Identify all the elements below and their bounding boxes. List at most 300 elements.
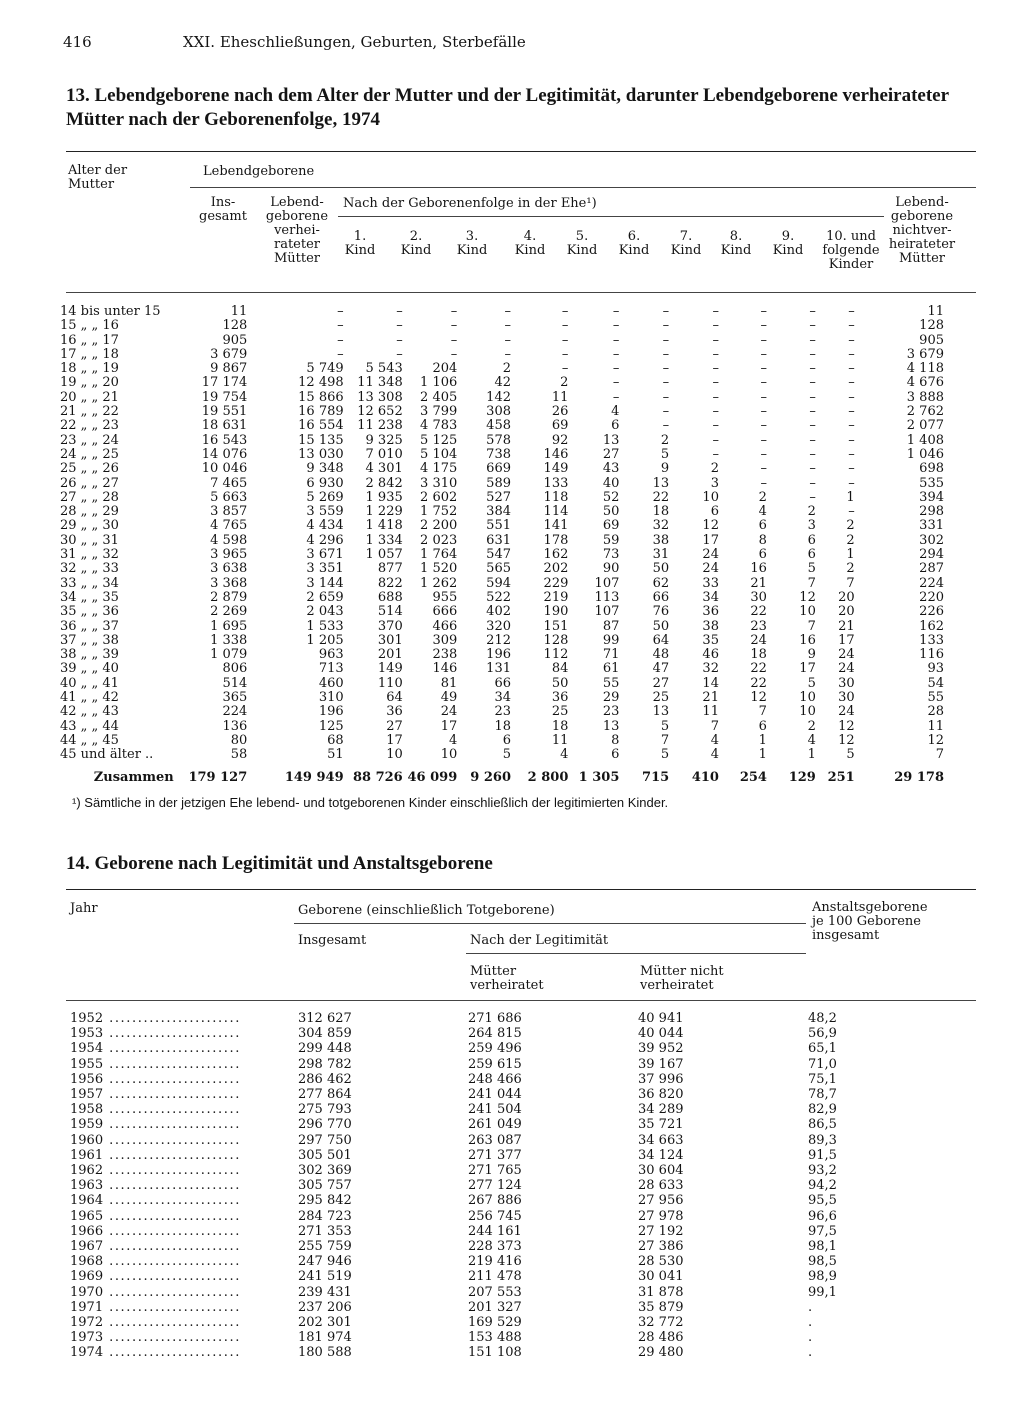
leader-dots: ....................... <box>109 1345 241 1361</box>
value-cell: 169 529 <box>468 1315 522 1331</box>
value-cell: 49 <box>440 690 458 706</box>
value-cell: 47 <box>652 661 670 677</box>
table-row <box>60 448 944 462</box>
value-cell: 28 486 <box>638 1330 684 1346</box>
value-cell: 241 044 <box>468 1087 522 1103</box>
leader-dots: ....................... <box>109 1254 241 1270</box>
value-cell: 237 206 <box>298 1299 352 1315</box>
value-cell: 631 <box>486 532 511 548</box>
value-cell: 48,2 <box>808 1011 837 1026</box>
value-cell: 3 965 <box>210 547 248 563</box>
value-cell: – <box>848 375 855 391</box>
value-cell: 23 <box>494 704 511 720</box>
year-cell <box>70 1148 298 1163</box>
value-cell: 18 631 <box>201 418 248 434</box>
value-cell: 58 <box>230 747 248 763</box>
value-cell: 1 695 <box>210 618 248 634</box>
leader-dots: ....................... <box>109 1087 241 1103</box>
value-cell: 37 996 <box>638 1071 684 1087</box>
value-cell: – <box>809 332 816 348</box>
value-cell: 18 <box>652 504 670 520</box>
value-cell: 10 <box>799 704 816 720</box>
t13-col-3: 3. Kind <box>456 229 488 258</box>
value-cell: 256 745 <box>468 1208 522 1224</box>
year-cell <box>70 1163 298 1178</box>
age-group-cell: 18 „ „ 19 <box>60 361 119 377</box>
value-cell: 21 <box>702 690 719 706</box>
sum-cell: 88 726 <box>352 769 403 785</box>
value-cell: 5 <box>846 747 855 763</box>
value-cell: 2 043 <box>306 604 344 620</box>
value-cell: 267 886 <box>468 1193 522 1209</box>
value-cell: 219 416 <box>468 1254 522 1270</box>
value-cell: 151 <box>543 618 569 634</box>
value-cell: 309 <box>432 632 458 648</box>
value-cell: 1 205 <box>306 632 344 648</box>
value-cell: 25 <box>652 690 670 706</box>
table-row <box>70 1148 860 1163</box>
leader-dots: ....................... <box>109 1299 241 1315</box>
value-cell: 365 <box>222 690 248 706</box>
value-cell: 17 <box>386 732 403 748</box>
value-cell: – <box>612 332 620 348</box>
value-cell: 10 <box>386 747 403 763</box>
value-cell: 21 <box>838 618 855 634</box>
value-cell: 34 <box>494 690 511 706</box>
table-row <box>70 1330 860 1345</box>
table-row <box>60 720 944 734</box>
value-cell: 12 498 <box>298 375 344 391</box>
value-cell: 93,2 <box>808 1163 837 1179</box>
value-cell: 34 289 <box>638 1102 684 1118</box>
value-cell: 87 <box>602 618 620 634</box>
t13-col-10: 10. und folgende Kinder <box>822 229 880 272</box>
age-group-cell: 25 „ „ 26 <box>60 461 119 477</box>
value-cell: 39 167 <box>638 1056 684 1072</box>
t13-col-5: 5. Kind <box>566 229 598 258</box>
value-cell: – <box>848 504 855 520</box>
value-cell: 1 106 <box>420 375 458 391</box>
value-cell: 30 <box>838 690 855 706</box>
value-cell: 2 <box>846 532 855 548</box>
year-label: 1973 <box>70 1330 104 1346</box>
year-label: 1974 <box>70 1345 104 1361</box>
value-cell: 7 <box>807 618 816 634</box>
age-group-cell: 37 „ „ 38 <box>60 632 119 648</box>
table14-top-rule <box>66 889 976 890</box>
value-cell: 27 <box>652 675 670 691</box>
value-cell: 1 057 <box>365 547 403 563</box>
value-cell: 299 448 <box>298 1041 352 1057</box>
value-cell: 131 <box>486 661 511 677</box>
value-cell: 284 723 <box>298 1208 352 1224</box>
value-cell: 1 533 <box>306 618 344 634</box>
value-cell: 133 <box>919 632 944 648</box>
value-cell: 1 <box>758 732 767 748</box>
value-cell: 93 <box>927 661 944 677</box>
table-row <box>70 1011 860 1026</box>
value-cell: – <box>561 332 569 348</box>
value-cell: – <box>450 304 458 319</box>
sum-cell: 9 260 <box>470 769 511 785</box>
value-cell: – <box>396 318 403 334</box>
value-cell: 402 <box>486 604 511 620</box>
value-cell: 297 750 <box>298 1132 352 1148</box>
value-cell: 18 <box>750 647 767 663</box>
value-cell: 34 <box>702 589 719 605</box>
t13-col-4: 4. Kind <box>514 229 546 258</box>
value-cell: 271 765 <box>468 1163 522 1179</box>
value-cell: 30 604 <box>638 1163 684 1179</box>
value-cell: 220 <box>919 589 944 605</box>
value-cell: 2 659 <box>306 589 344 605</box>
value-cell: 3 310 <box>420 475 458 491</box>
value-cell: 15 135 <box>298 432 344 448</box>
table-row <box>60 477 944 491</box>
leader-dots: ....................... <box>109 1163 241 1179</box>
value-cell: 1 046 <box>906 446 944 462</box>
value-cell: – <box>450 346 458 362</box>
value-cell: 1 408 <box>906 432 944 448</box>
year-label: 1961 <box>70 1147 104 1163</box>
age-group-cell: 44 „ „ 45 <box>60 732 119 748</box>
table-row <box>60 362 944 376</box>
value-cell: 4 783 <box>420 418 458 434</box>
value-cell: 38 <box>652 532 670 548</box>
value-cell: 9 <box>807 647 816 663</box>
value-cell: 905 <box>222 332 248 348</box>
value-cell: 55 <box>927 690 944 706</box>
age-group-cell: 22 „ „ 23 <box>60 418 119 434</box>
age-group-cell: 32 „ „ 33 <box>60 561 119 577</box>
value-cell: – <box>337 332 344 348</box>
value-cell: 271 377 <box>468 1147 522 1163</box>
page-number: 416 <box>63 33 92 51</box>
value-cell: 370 <box>377 618 403 634</box>
value-cell: – <box>712 375 719 391</box>
value-cell: 2 269 <box>210 604 248 620</box>
value-cell: 4 175 <box>420 461 458 477</box>
value-cell: – <box>396 332 403 348</box>
value-cell: 287 <box>919 561 944 577</box>
value-cell: 1 764 <box>420 547 458 563</box>
value-cell: 40 941 <box>638 1011 684 1026</box>
t14-head-bottom-rule <box>66 1000 976 1001</box>
value-cell: 277 124 <box>468 1178 522 1194</box>
value-cell: 17 174 <box>201 375 248 391</box>
value-cell: 211 478 <box>468 1269 522 1285</box>
value-cell: 384 <box>486 504 511 520</box>
value-cell: 304 859 <box>298 1026 352 1042</box>
value-cell: 180 588 <box>298 1345 352 1361</box>
leader-dots: ....................... <box>109 1132 241 1148</box>
table-row <box>60 691 944 705</box>
value-cell: 6 <box>611 747 620 763</box>
t13-col-1: 1. Kind <box>344 229 376 258</box>
year-cell <box>70 1209 298 1224</box>
value-cell: 1 <box>758 747 767 763</box>
table-row <box>60 605 944 619</box>
value-cell: – <box>848 389 855 405</box>
table-row <box>60 648 944 662</box>
value-cell: 2 077 <box>906 418 944 434</box>
value-cell: – <box>760 461 767 477</box>
value-cell: 7 <box>758 704 767 720</box>
value-cell: 4 301 <box>365 461 403 477</box>
value-cell: 259 496 <box>468 1041 522 1057</box>
value-cell: 146 <box>432 661 458 677</box>
age-group-cell: 45 und älter .. <box>60 747 154 763</box>
value-cell: – <box>809 346 816 362</box>
value-cell: 107 <box>594 575 620 591</box>
value-cell: 113 <box>594 589 620 605</box>
value-cell: 162 <box>543 547 569 563</box>
value-cell: – <box>561 304 569 319</box>
value-cell: 16 554 <box>298 418 344 434</box>
value-cell: 394 <box>919 489 944 505</box>
value-cell: 17 <box>799 661 816 677</box>
value-cell: 7 <box>710 718 719 734</box>
year-label: 1972 <box>70 1315 104 1331</box>
year-label: 1971 <box>70 1299 104 1315</box>
value-cell: 296 770 <box>298 1117 352 1133</box>
value-cell: 69 <box>602 518 620 534</box>
value-cell: 4 <box>758 504 767 520</box>
value-cell: 738 <box>486 446 511 462</box>
value-cell: 1 <box>846 489 855 505</box>
leader-dots: ....................... <box>109 1117 241 1133</box>
value-cell: 6 <box>611 418 620 434</box>
value-cell: 5 269 <box>306 489 344 505</box>
value-cell: 4 118 <box>906 361 944 377</box>
value-cell: 3 679 <box>210 346 248 362</box>
value-cell: 7 <box>660 732 670 748</box>
year-cell <box>70 1102 298 1117</box>
value-cell: 3 351 <box>306 561 344 577</box>
leader-dots: ....................... <box>109 1330 241 1346</box>
value-cell: 301 <box>377 632 403 648</box>
year-label: 1966 <box>70 1223 104 1239</box>
value-cell: – <box>662 418 670 434</box>
value-cell: – <box>712 361 719 377</box>
t13-col-2: 2. Kind <box>400 229 432 258</box>
value-cell: 3 888 <box>906 389 944 405</box>
value-cell: – <box>504 318 511 334</box>
leader-dots: ....................... <box>109 1071 241 1087</box>
value-cell: 2 <box>710 461 719 477</box>
value-cell: 96,6 <box>808 1208 837 1224</box>
value-cell: 565 <box>486 561 511 577</box>
table-row <box>70 1269 860 1284</box>
value-cell: – <box>760 375 767 391</box>
age-group-cell: 27 „ „ 28 <box>60 489 119 505</box>
table-row <box>70 1345 860 1360</box>
value-cell: 2 023 <box>420 532 458 548</box>
value-cell: 261 049 <box>468 1117 522 1133</box>
value-cell: 65,1 <box>808 1041 837 1057</box>
value-cell: 310 <box>318 690 344 706</box>
value-cell: 28 530 <box>638 1254 684 1270</box>
value-cell: – <box>612 361 620 377</box>
value-cell: 4 434 <box>306 518 344 534</box>
value-cell: 3 <box>807 518 816 534</box>
value-cell: 219 <box>543 589 569 605</box>
value-cell: – <box>504 346 511 362</box>
value-cell: . <box>808 1345 813 1361</box>
value-cell: 35 <box>702 632 719 648</box>
value-cell: 239 431 <box>298 1284 352 1300</box>
sum-cell: 1 305 <box>578 769 620 785</box>
table-row <box>60 534 944 548</box>
value-cell: 212 <box>486 632 511 648</box>
age-group-cell: 19 „ „ 20 <box>60 375 119 391</box>
value-cell: – <box>337 346 344 362</box>
value-cell: – <box>504 332 511 348</box>
year-cell <box>70 1117 298 1132</box>
value-cell: 39 952 <box>638 1041 684 1057</box>
value-cell: 56,9 <box>808 1026 837 1042</box>
value-cell: – <box>612 304 620 319</box>
table-row <box>60 434 944 448</box>
table-row <box>60 519 944 533</box>
value-cell: 302 <box>919 532 944 548</box>
value-cell: 204 <box>432 361 458 377</box>
year-label: 1960 <box>70 1132 104 1148</box>
table-row <box>60 491 944 505</box>
value-cell: – <box>848 432 855 448</box>
year-label: 1954 <box>70 1041 104 1057</box>
age-group-cell: 36 „ „ 37 <box>60 618 119 634</box>
value-cell: 963 <box>318 647 344 663</box>
table-row <box>70 1193 860 1208</box>
t14-head-legit: Nach der Legitimität <box>470 933 609 948</box>
t13-head-total: Ins-gesamt <box>199 195 247 224</box>
value-cell: 13 308 <box>357 389 403 405</box>
value-cell: 578 <box>486 432 511 448</box>
value-cell: 146 <box>543 446 569 462</box>
value-cell: 97,5 <box>808 1223 837 1239</box>
value-cell: 535 <box>919 475 944 491</box>
age-group-cell: 23 „ „ 24 <box>60 432 119 448</box>
value-cell: 1 338 <box>210 632 248 648</box>
year-cell <box>70 1224 298 1239</box>
leader-dots: ....................... <box>109 1223 241 1239</box>
value-cell: 2 <box>807 504 816 520</box>
value-cell: 29 480 <box>638 1345 684 1361</box>
table-row <box>60 462 944 476</box>
value-cell: 4 <box>807 732 816 748</box>
value-cell: 178 <box>543 532 569 548</box>
value-cell: – <box>396 304 403 319</box>
table-row <box>70 1254 860 1269</box>
table14-body <box>70 1011 860 1361</box>
value-cell: 99 <box>602 632 620 648</box>
value-cell: 14 076 <box>201 446 248 462</box>
value-cell: 5 125 <box>420 432 458 448</box>
value-cell: – <box>848 332 855 348</box>
value-cell: 112 <box>543 647 569 663</box>
value-cell: 9 <box>660 461 670 477</box>
value-cell: 76 <box>652 604 670 620</box>
value-cell: 59 <box>602 532 620 548</box>
value-cell: 133 <box>543 475 569 491</box>
value-cell: 16 <box>799 632 816 648</box>
value-cell: 9 348 <box>306 461 344 477</box>
value-cell: 125 <box>318 718 344 734</box>
year-label: 1956 <box>70 1071 104 1087</box>
value-cell: 36 820 <box>638 1087 684 1103</box>
t13-col-7: 7. Kind <box>670 229 702 258</box>
value-cell: 27 386 <box>638 1239 684 1255</box>
year-label: 1962 <box>70 1163 104 1179</box>
value-cell: 128 <box>543 632 569 648</box>
value-cell: – <box>760 332 767 348</box>
table-row <box>60 334 944 348</box>
value-cell: 271 353 <box>298 1223 352 1239</box>
value-cell: 80 <box>230 732 248 748</box>
value-cell: 10 <box>440 747 458 763</box>
value-cell: 1 229 <box>365 504 403 520</box>
value-cell: 4 <box>448 732 458 748</box>
value-cell: 7 010 <box>365 446 403 462</box>
t14-head-unmarried: Mütter nicht verheiratet <box>640 964 724 993</box>
value-cell: 589 <box>486 475 511 491</box>
year-cell <box>70 1011 298 1026</box>
value-cell: 36 <box>702 604 719 620</box>
value-cell: – <box>712 332 719 348</box>
value-cell: 2 <box>560 375 569 391</box>
value-cell: 806 <box>222 661 248 677</box>
value-cell: 2 <box>846 561 855 577</box>
value-cell: 27 192 <box>638 1223 684 1239</box>
value-cell: – <box>337 304 344 319</box>
table-row <box>60 677 944 691</box>
value-cell: 40 044 <box>638 1026 684 1042</box>
table-row <box>60 634 944 648</box>
value-cell: . <box>808 1299 813 1315</box>
value-cell: – <box>809 404 816 420</box>
sum-cell: 149 949 <box>284 769 344 785</box>
table13-top-rule <box>66 151 976 152</box>
year-cell <box>70 1026 298 1041</box>
value-cell: 228 373 <box>468 1239 522 1255</box>
value-cell: 99,1 <box>808 1284 837 1300</box>
value-cell: 42 <box>494 375 511 391</box>
value-cell: – <box>809 375 816 391</box>
value-cell: 84 <box>551 661 569 677</box>
year-label: 1969 <box>70 1269 104 1285</box>
value-cell: 50 <box>551 675 569 691</box>
value-cell: 275 793 <box>298 1102 352 1118</box>
value-cell: 688 <box>377 589 403 605</box>
value-cell: 12 <box>838 732 855 748</box>
value-cell: 10 046 <box>201 461 248 477</box>
value-cell: 23 <box>750 618 767 634</box>
value-cell: 698 <box>919 461 944 477</box>
value-cell: 32 <box>652 518 670 534</box>
value-cell: 181 974 <box>298 1330 352 1346</box>
year-cell <box>70 1072 298 1087</box>
t14-head-born: Geborene (einschließlich Totgeborene) <box>298 903 555 918</box>
year-cell <box>70 1178 298 1193</box>
value-cell: 18 <box>494 718 511 734</box>
value-cell: 128 <box>222 318 248 334</box>
value-cell: 22 <box>652 489 670 505</box>
year-cell <box>70 1193 298 1208</box>
value-cell: 34 663 <box>638 1132 684 1148</box>
year-cell <box>70 1315 298 1330</box>
value-cell: 2 405 <box>420 389 458 405</box>
